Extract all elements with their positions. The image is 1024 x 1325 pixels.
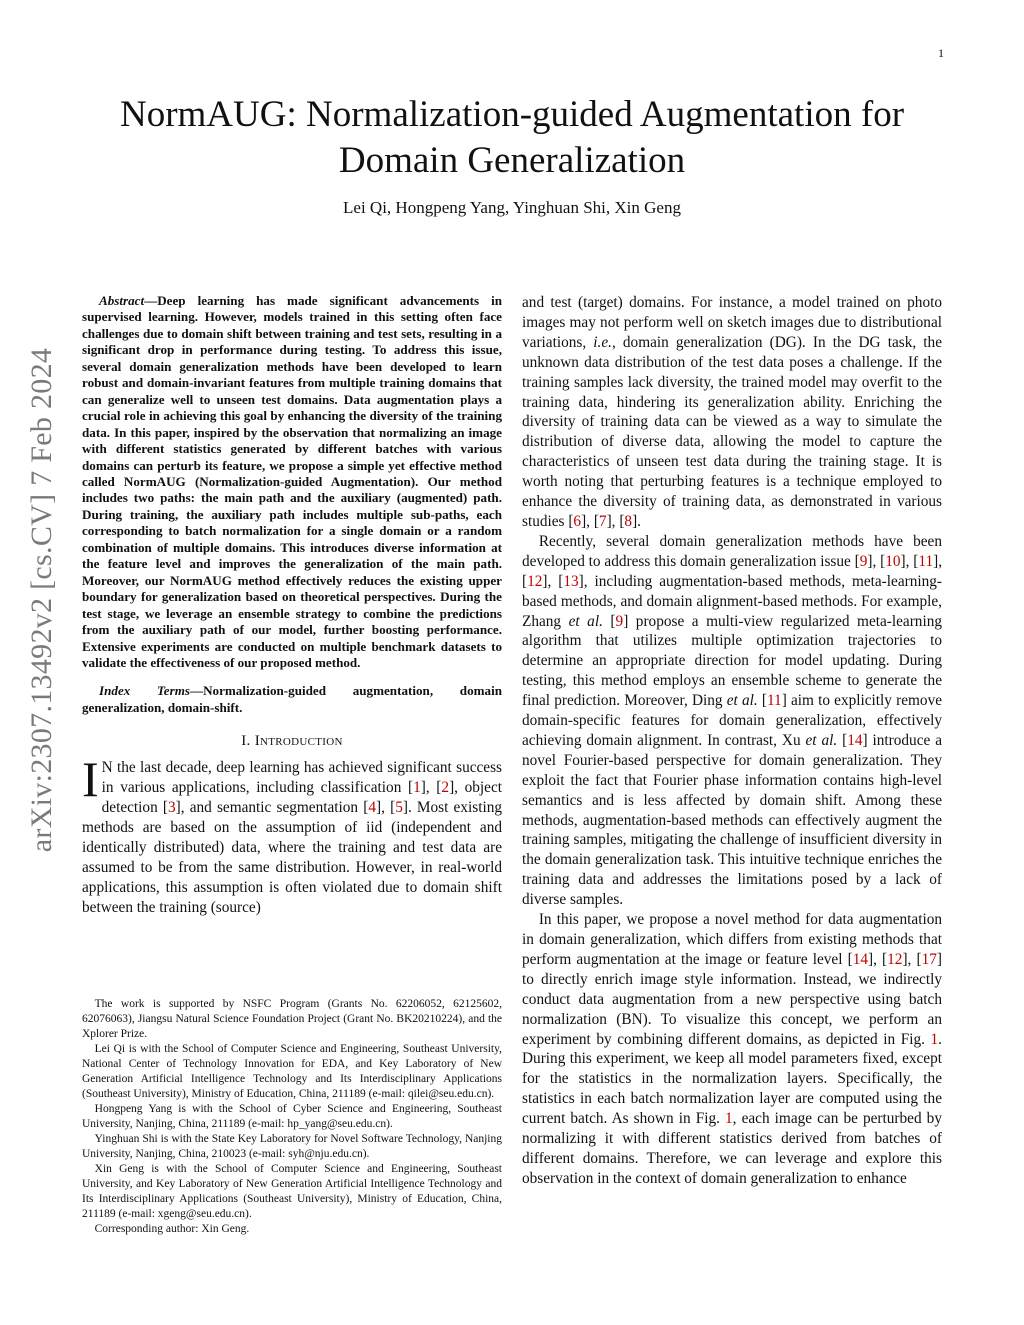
footnote-author-2: Hongpeng Yang is with the School of Cyber Science and Engineering, Southeast University, Nanjing, China, 211189 (e-mail: hp_yang@seu.edu.cn). (82, 1103, 502, 1130)
citation-link[interactable]: 7 (598, 512, 607, 530)
intro-text: ], [ (420, 779, 442, 797)
body-text: ], including augmentation-based methods, meta-learning-based methods, and domain alignment-based methods. For example, Zhang (522, 572, 942, 630)
right-paragraph-3 (522, 910, 942, 1189)
citation-link[interactable]: 14 (847, 731, 863, 749)
abstract-text: Deep learning has made significant advancements in supervised learning. However, models trained in this setting often face challenges due to domain shift between training and test sets, resulting in a significant drop in performance during testing. To address this issue, several domain generalization methods have been developed to learn robust and domain-invariant features from multiple training domains that can generalize well to unseen test domains. Data augmentation plays a crucial role in achieving this goal by enhancing the diversity of the training data. In this paper, inspired by the observation that normalizing an image with different statistics generated by different batches with various domains can perturb its feature, we propose a simple yet effective method called NormAUG (Normalization-guided Augmentation). Our method includes two paths: the main path and the auxiliary (augmented) path. During training, the auxiliary path includes multiple sub-paths, each corresponding to batch normalization for a single domain or a random combination of multiple domains. This introduces diverse information at the feature level and improves the generalization of the main path. Moreover, our NormAUG method effectively reduces the existing upper boundary for generalization based on theoretical perspectives. During the test stage, we leverage an ensemble strategy to combine the predictions from the auxiliary path of our model, further boosting performance. Extensive experiments are conducted on multiple benchmark datasets to validate the effectiveness of our proposed method. (82, 293, 502, 670)
body-text: Recently, several domain generalization methods have been developed to address this domain generalization issue [ (522, 532, 942, 570)
footnote-author-3: Yinghuan Shi is with the State Key Laboratory for Novel Software Technology, Nanjing University, Nanjing, China, 210023 (e-mail: syh@nju.edu.cn). (82, 1133, 502, 1160)
citation-link[interactable]: 12 (527, 572, 543, 590)
body-text: ], [ (581, 512, 599, 530)
citation-link[interactable]: 11 (766, 692, 782, 710)
body-text: ] propose a multi-view regularized meta-learning algorithm that utilizes multiple optimization trajectories to determine an appropriate direction for model updating. During testing, this method employs an ensemble scheme to generate the final prediction. Moreover, Ding (522, 612, 942, 710)
left-column (82, 293, 502, 917)
body-text: . During this experiment, we keep all model parameters fixed, except for the statistics in the normalization layers. Specifically, the statistics in each batch normalization layer are computed using the current batch. As shown in Fig. (522, 1030, 942, 1128)
emphasis-et-al: et al. (568, 612, 603, 630)
arxiv-identifier-stamp[interactable]: arXiv:2307.13492v2 [cs.CV] 7 Feb 2024 (25, 347, 58, 853)
body-text: ], [ (606, 512, 625, 530)
citation-link[interactable]: 9 (859, 552, 868, 570)
citation-link[interactable]: 2 (441, 779, 450, 797)
body-text: ] to directly enrich image style information. Instead, we indirectly conduct data augmentation from a new perspective using batch normalization (BN). To visualize this concept, we perform an experiment by combining different domains, as depicted in Fig. (522, 950, 943, 1048)
body-text: , each image can be perturbed by normalizing it with different statistics derived from batches of different domains. Therefore, we can leverage and explore this observation in the context of domain generalization to enhance (522, 1110, 942, 1187)
citation-link[interactable]: 5 (395, 799, 403, 817)
citation-link[interactable]: 3 (167, 799, 176, 817)
intro-paragraph-1 (82, 751, 502, 917)
body-text: ] aim to explicitly remove domain-specific features for domain generalization, effectively achieving domain alignment. In contrast, Xu (522, 692, 943, 749)
body-text: In this paper, we propose a novel method for data augmentation in domain generalization, which differs from existing methods that perform augmentation at the image or feature level [ (522, 911, 942, 968)
right-paragraph-2 (522, 532, 942, 910)
intro-text: ]. Most existing methods are based on the assumption of iid (independent and identically distributed) data, where the training and test data are assumed to be from the same distribution. However, in real-world applications, this assumption is often violated due to domain shift between the training (source) (82, 799, 502, 916)
section-title: Introduction (254, 733, 343, 750)
body-text: , domain generalization (DG). In the DG task, the unknown data distribution of the test data poses a challenge. If the training samples lack diversity, the trained model may overfit to the training data, hindering its generalization ability. Enriching the diversity of training data can be viewed as a way to simulate the distribution of diverse data, allowing the model to capture the characteristics of unseen test data during the training stage. It is worth noting that perturbing features is a technique employed to enhance the diversity of training data, as demonstrated in various studies [ (522, 333, 942, 530)
body-text: ] introduce a novel Fourier-based perspective for domain generalization. They exploit the fact that Fourier phase information contains high-level semantics and is less affected by domain shift. Among these methods, augmentation-based methods can effectively augment the training samples, mitigating the challenge of insufficient diversity in the domain generalization task. This intuitive technique enriches the training data and addresses the limitations posed by a lack of diverse samples. (522, 731, 942, 909)
intro-text: ], object detection [ (101, 779, 502, 817)
body-text: ], [ (542, 572, 564, 590)
citation-link[interactable]: 11 (918, 552, 934, 570)
body-text: [ (602, 612, 616, 630)
body-text: ], [ (902, 950, 922, 968)
figure-link[interactable]: 1 (930, 1030, 939, 1048)
citation-link[interactable]: 10 (885, 552, 901, 570)
footnote-author-4: Xin Geng is with the School of Computer Science and Engineering, Southeast University, and Key Laboratory of New Generation Artificial Intelligence Technology and Its Interdisciplinary Applications (Southeast University), Ministry of Education, China, 211189 (e-mail: xgeng@seu.edu.cn). (82, 1163, 502, 1220)
citation-link[interactable]: 14 (852, 950, 868, 968)
citation-link[interactable]: 13 (563, 572, 579, 590)
abstract (82, 293, 502, 671)
section-heading-introduction (82, 732, 502, 752)
citation-link[interactable]: 6 (573, 512, 582, 530)
right-paragraph-1 (522, 293, 942, 532)
right-column (522, 293, 942, 1189)
index-terms (82, 683, 502, 716)
section-number: I. (241, 733, 251, 750)
intro-text: ], and semantic segmentation [ (175, 799, 369, 817)
citation-link[interactable]: 17 (921, 950, 937, 968)
drop-cap: I (82, 751, 99, 808)
title-line-2: Domain Generalization (338, 140, 686, 181)
body-text: and test (target) domains. For instance, a model trained on photo images may not perform well on sketch images due to distributional variations, (522, 294, 942, 351)
body-text: [ (837, 731, 848, 749)
emphasis-ie: i.e. (593, 333, 612, 351)
footnote-corresponding: Corresponding author: Xin Geng. (94, 1223, 250, 1235)
author-list: Lei Qi, Hongpeng Yang, Yinghuan Shi, Xin Geng (343, 198, 681, 217)
index-terms-text: Normalization-guided augmentation, domain generalization, domain-shift. (82, 683, 502, 715)
index-terms-dash: — (189, 683, 204, 699)
citation-link[interactable]: 8 (624, 512, 633, 530)
footnote-author-1: Lei Qi is with the School of Computer Science and Engineering, Southeast University, National Center of Technology Innovation for EDA, and Key Laboratory of New Generation Artificial Intelligence Technology and Its Interdisciplinary Applications (Southeast University), Ministry of Education, China, 211189 (e-mail: qilei@seu.edu.cn). (82, 1043, 502, 1100)
paper-title (70, 92, 954, 184)
body-text: ]. (632, 512, 641, 530)
citation-link[interactable]: 1 (413, 779, 421, 797)
abstract-label: Abstract (99, 293, 145, 308)
body-text: ], [ (868, 950, 888, 968)
body-text: ], [ (522, 552, 943, 590)
body-text: [ (757, 692, 767, 710)
footnote-funding: The work is supported by NSFC Program (Grants No. 62206052, 62125602, 62076063), Jiangsu Natural Science Foundation Project (Grant No. BK20210224), and the Xplorer Prize. (82, 998, 502, 1040)
intro-text: ], [ (376, 799, 396, 817)
citation-link[interactable]: 12 (887, 950, 903, 968)
page-number: 1 (938, 46, 944, 60)
figure-link[interactable]: 1 (725, 1110, 733, 1128)
intro-text: N the last decade, deep learning has achieved significant success in various applications, including classification [ (101, 759, 502, 797)
abstract-dash: — (144, 293, 158, 308)
body-text: ], [ (867, 552, 886, 570)
emphasis-et-al: et al. (726, 692, 758, 710)
index-terms-label: Index Terms (99, 683, 190, 699)
emphasis-et-al: et al. (805, 731, 838, 749)
footnotes (82, 997, 502, 1237)
citation-link[interactable]: 9 (615, 612, 624, 630)
title-line-1: NormAUG: Normalization-guided Augmentation for (119, 94, 905, 135)
citation-link[interactable]: 4 (368, 799, 376, 817)
body-text: ], [ (900, 552, 919, 570)
